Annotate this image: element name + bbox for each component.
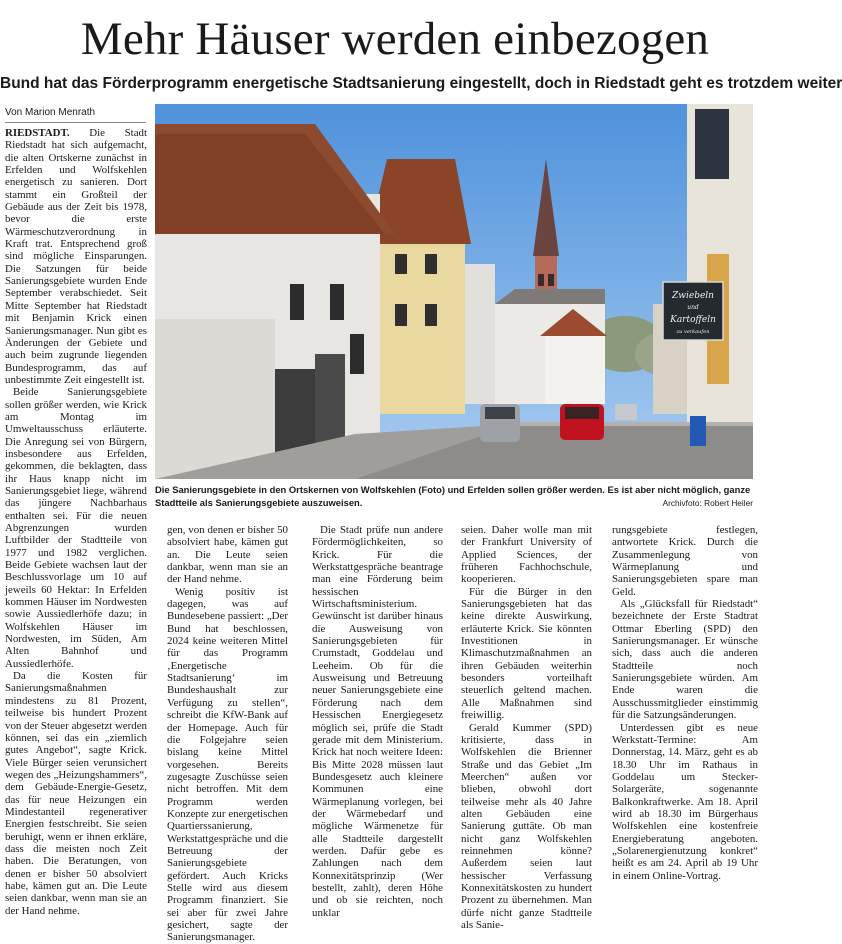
paragraph: seien. Daher wolle man mit der Frankfurt University of Applied Sciences, der früheren Fachhochschule, kooperieren. bbox=[461, 524, 592, 586]
headline: Mehr Häuser werden einbezogen bbox=[80, 13, 710, 65]
article-column-4 bbox=[461, 524, 592, 931]
photo-credit: Archivfoto: Robert Heiler bbox=[662, 498, 753, 508]
red-car bbox=[560, 404, 604, 440]
paragraph-text: Die Stadt Riedstadt hat sich aufgemacht, die alten Ortskerne zunächst in Erfelden und Wolfskehlen energetisch zu sanieren. Dort stammt ein Großteil der Gebäude aus der Zeit bis 1978, bevor die erste Wärmeschutzverordnung in Kraft trat. Entsprechend groß sind mögliche Einsparungen. Die Satzungen für beide Sanierungsgebiete wurden Ende September verabschiedet. Seit Mitte September hat Riedstadt mit Benjamin Krick einen Sanierungsmanager. Nun gibt es Änderungen der Gebiete und auch beim zugrunde liegenden Bundesprogramm, das auf unbestimmte Zeit eingestellt ist. bbox=[5, 127, 147, 386]
byline-divider bbox=[5, 122, 146, 123]
byline: Von Marion Menrath bbox=[5, 107, 96, 118]
article-photo bbox=[155, 104, 753, 479]
shop-sign bbox=[663, 282, 723, 340]
paragraph: Da die Kosten für Sanierungsmaßnahmen mindestens zu 81 Prozent, teilweise bis hundert Prozent von der Steuer abgesetzt werden können, sei das ein „ziemlich gutes Angebot“, sagte Krick. Viele Bürger seien verunsichert wegen des „Heizungshammers“, dem Gebäude-Energie-Gesetz, das für neue Heizungen ein Mindestanteil regenerativer Energien festschreibt. Sie seien beruhigt, wenn er ihnen erkläre, dass die meisten noch Zeit haben. Die Beratungen, von denen er bisher 50 absolviert habe, kämen gut an. Die Leute seien dankbar, wenn man sie an der Hand nehme. bbox=[5, 670, 147, 917]
blue-bin bbox=[690, 416, 706, 446]
svg-text:und: und bbox=[687, 304, 699, 311]
article-column-2 bbox=[167, 524, 288, 944]
paragraph: Unterdessen gibt es neue Werkstatt-Termine: Am Donnerstag, 14. März, geht es ab 18.30 Uhr im Rathaus in Goddelau um Stecker-Solargeräte, sogenannte Balkonkraftwerke. Am 18. April wird ab 18.30 im Bürgerhaus Wolfskehlen eine kostenfreie Energieberatung angeboten. „Solarenergienutzung konkret“ heißt es am 24. April ab 19 Uhr in einem Online-Vortrag. bbox=[612, 721, 758, 882]
paragraph bbox=[5, 127, 147, 386]
dateline: RIEDSTADT. bbox=[5, 127, 70, 139]
paragraph: Als „Glücksfall für Riedstadt“ bezeichnete der Erste Stadtrat Ottmar Eberling (SPD) den Sanierungsmanager. Er wünsche sich, dass auch die anderen Stadtteile noch Sanierungsgebiete würden. Am Ende waren die Ausschussmitglieder einstimmig für die Satzungsänderungen. bbox=[612, 598, 758, 722]
paragraph: gen, von denen er bisher 50 absolviert habe, kämen gut an. Die Leute seien dankbar, wenn man sie an der Hand nehme. bbox=[167, 524, 288, 586]
photo-caption: Die Sanierungsgebiete in den Ortskernen von Wolfskehlen (Foto) und Erfelden sollen größer werden. Es ist aber nicht möglich, ganze Stadtteile als Sanierungsgebiete auszuweisen. bbox=[155, 484, 751, 508]
article-column-5 bbox=[612, 524, 758, 882]
svg-text:zu verkaufen: zu verkaufen bbox=[676, 329, 710, 335]
subheadline: Bund hat das Förderprogramm energetische Stadtsanierung eingestellt, doch in Riedstadt geht es trotzdem weiter bbox=[0, 75, 842, 92]
paragraph: Gerald Kummer (SPD) kritisierte, dass in Wolfskehlen die Brienner Straße und das Gebiet „Im Meerchen“ außen vor blieben, obwohl dort teilweise mehr als 40 Jahre alten Gebäuden eine Sanierung guttäte. Ob man nicht ganz Wolfskehlen reinnehmen könne? Außerdem seien laut hessischer Verfassung Konnexitätskosten zu hundert Prozent zu übernehmen. Man dürfe nicht ganze Stadtteile als Sanie- bbox=[461, 721, 592, 931]
article-column-3 bbox=[312, 524, 443, 919]
svg-text:Kartoffeln: Kartoffeln bbox=[670, 315, 716, 325]
paragraph: Die Stadt prüfe nun andere Fördermöglichkeiten, so Krick. Für die Werkstattgespräche beantrage man eine Förderung beim hessischen Wirtschaftsministerium. Gewünscht ist darüber hinaus die Ausweisung von Sanierungsgebieten für Crumstadt, Goddelau und Leeheim. Ob für die Ausweisung und Betreuung neuer Sanierungsgebiete eine Förderung nach dem Hessischen Energiegesetz möglich sei, prüfe die Stadt gerade mit dem Ministerium. Krick hat noch weitere Ideen: Bis Mitte 2028 müssen laut Bundesgesetz auch kleinere Kommunen eine Wärmeplanung vorlegen, bei der Wärmebedarf und mögliche Wärmenetze für alle Stadtteile dargestellt werden. Dafür gebe es Zahlungen nach dem Konnexitätsprinzip (Wer bestellt, zahlt), deren Höhe und ob sie reichten, noch unklar bbox=[312, 524, 443, 919]
silver-car bbox=[480, 404, 520, 442]
paragraph: Beide Sanierungsgebiete sollen größer werden, wie Krick am Montag im Umweltausschuss erläuterte. Die Anregung sei von Bürgern, insbesondere aus Erfelden, gekommen, die beklagten, dass ihr Haus knapp nicht im Sanierungsgebiet liege, während das jüngere Nachbarhaus enthalten sei. Für die neuen Abgrenzungen wurden Luftbilder der Stadtteile von 1977 und 1982 verglichen. Beide Gebiete wachsen laut der Beschlussvorlage um 10 auf jeweils 60 Hektar: In Erfelden kommen Häuser im Nordwesten sowie Aussiedlerhöfe dazu; in Wolfskehlen Häuser im Nordwesten, im Süden, Am Alten Bahnhof und Aussiedlerhöfe. bbox=[5, 386, 147, 670]
paragraph: rungsgebiete festlegen, antwortete Krick. Durch die Zusammenlegung von Wärmeplanung und Sanierungsgebieten spare man Geld. bbox=[612, 524, 758, 598]
paragraph: Wenig positiv ist dagegen, was auf Bundesebene passiert: „Der Bund hat beschlossen, 2024 keine weiteren Mittel für das Programm ‚Energetische Stadtsanierung‘ im Bundeshaushalt zur Verfügung zu stellen“, schreibt die KfW-Bank auf der Homepage. Auch für die Folgejahre seien bislang keine Mittel vorgesehen. Bereits zugesagte Zuschüsse seien nicht betroffen. Mit dem Programm werden Konzepte zur energetischen Quartierssanierung, Werkstattgespräche und die Betreuung der Sanierungsgebiete gefördert. Auch Kricks Stelle wird aus diesem Programm finanziert. Sie sei aber für zwei Jahre gesichert, sagte der Sanierungsmanager. bbox=[167, 585, 288, 944]
article-column-1 bbox=[5, 127, 147, 917]
paragraph: Für die Bürger in den Sanierungsgebieten hat das keine direkte Auswirkung, erläuterte Krick. Sie könnten Investitionen in Klimaschutzmaßnahmen an ihren Gebäuden weiterhin besonders vorteilhaft steuerlich geltend machen. Alle Maßnahmen sind freiwillig. bbox=[461, 585, 592, 722]
svg-text:Zwiebeln: Zwiebeln bbox=[672, 291, 714, 301]
